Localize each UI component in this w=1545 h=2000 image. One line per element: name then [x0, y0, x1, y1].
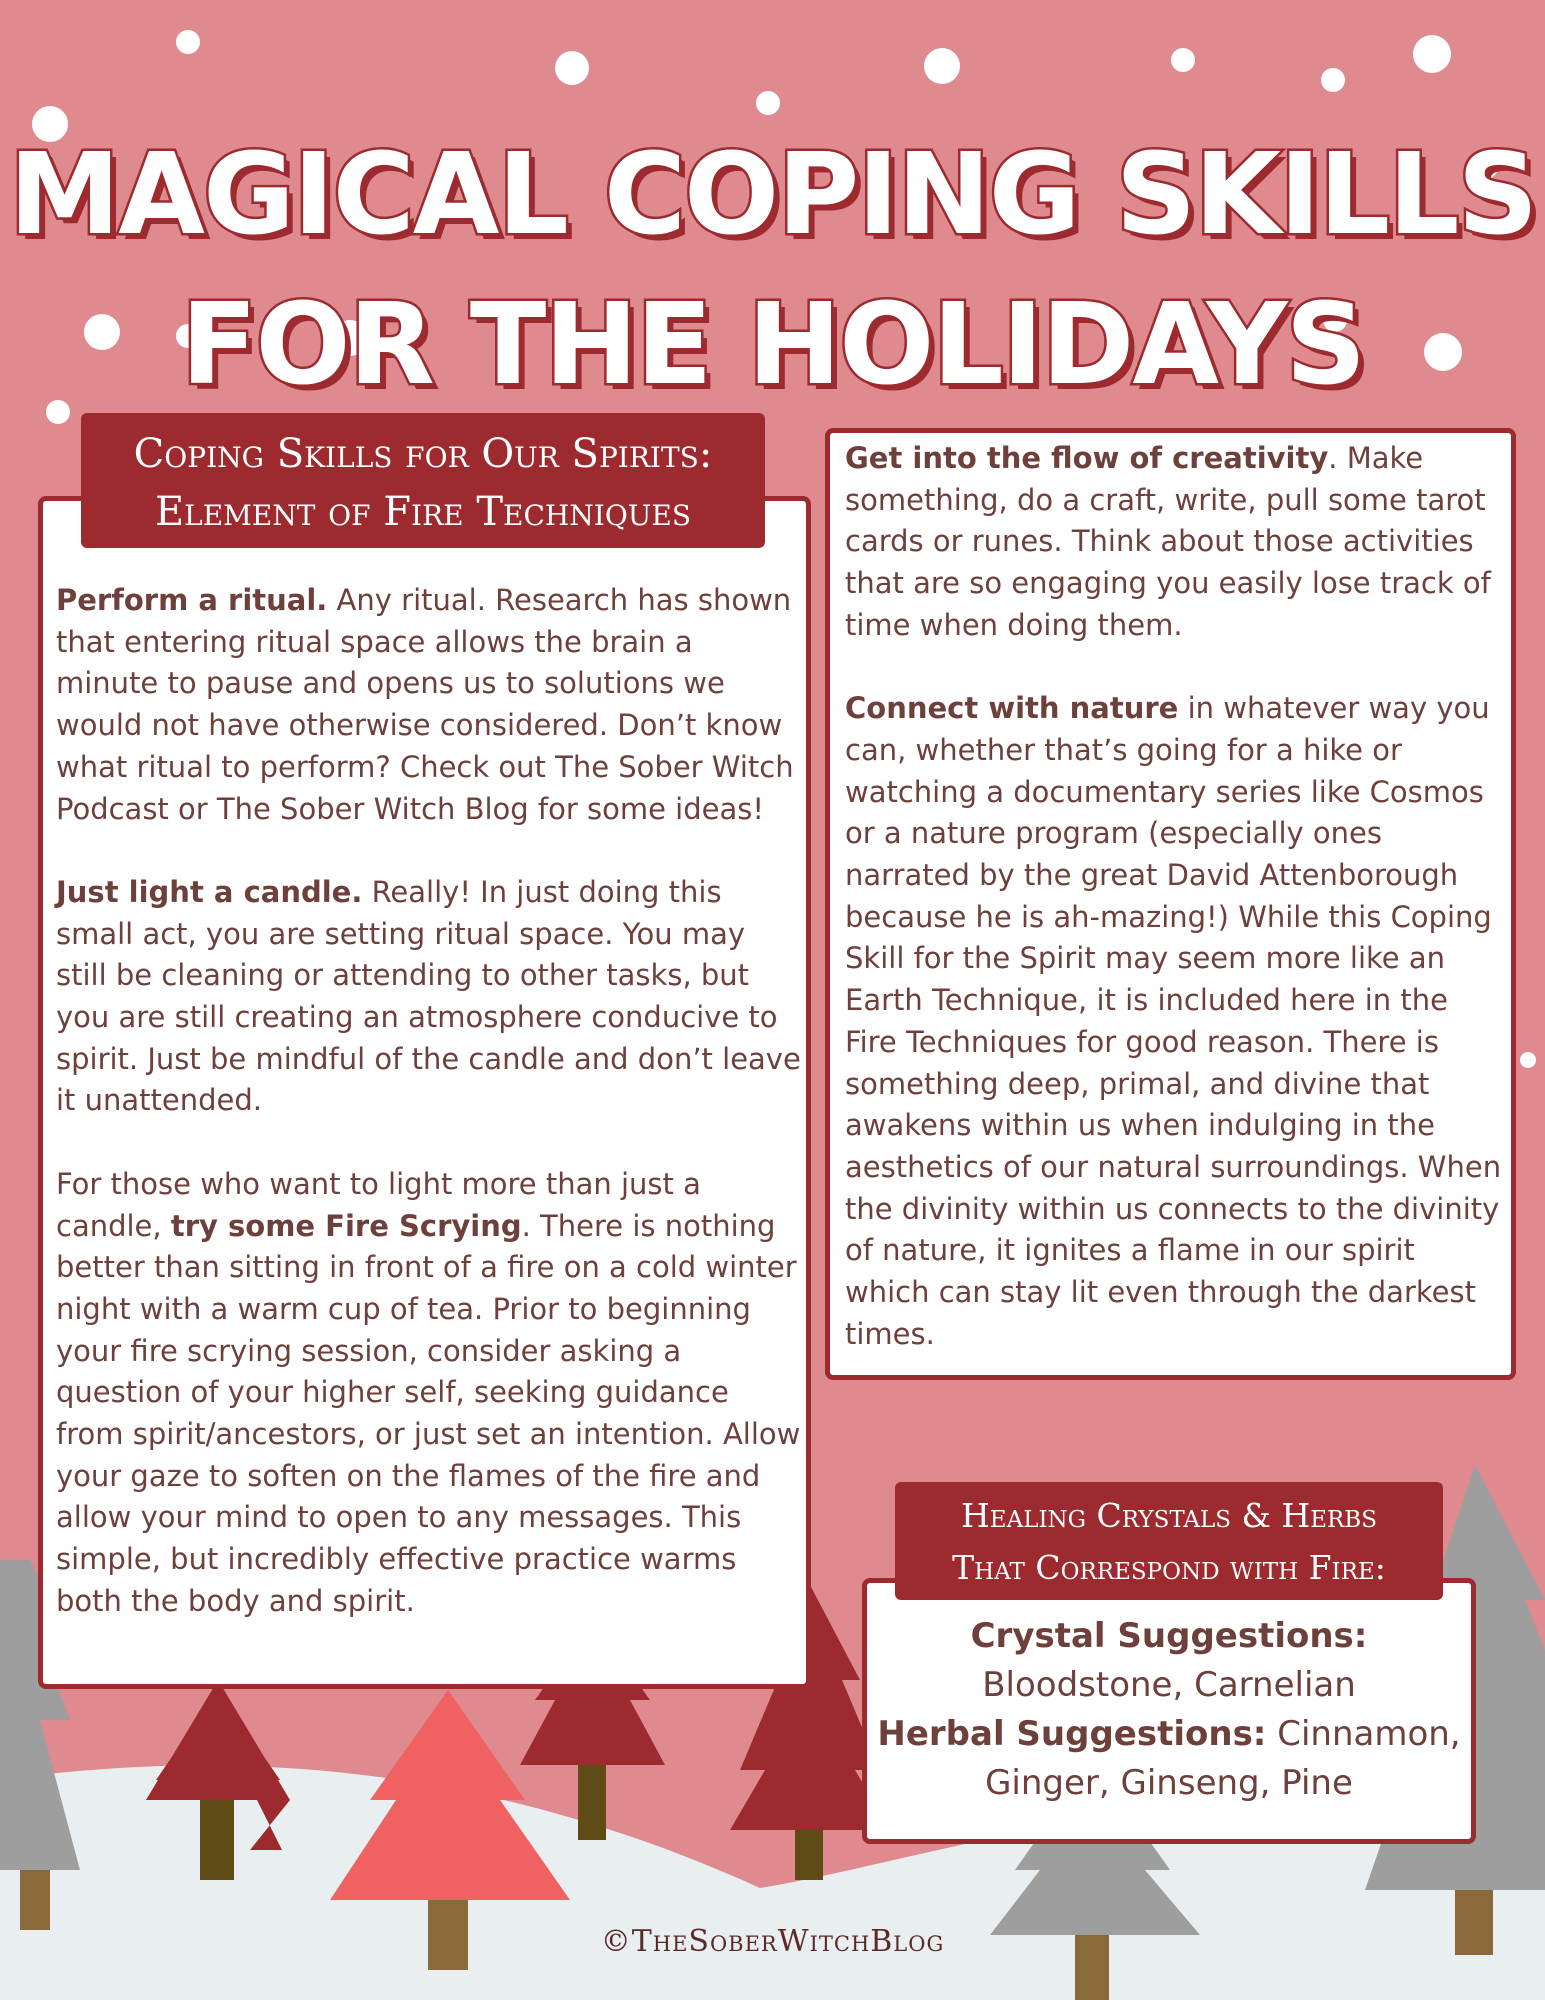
perform-ritual-bold: Perform a ritual.	[56, 583, 328, 617]
light-candle-bold: Just light a candle.	[56, 874, 363, 909]
light-candle-text: Really! In just doing this small act, you are setting ritual space. You may still be cleaning or attending to other tasks, but you are still creating an atmosphere conducive to spirit. Just be mindful of the candle and don’t leave it unattended.	[56, 874, 801, 1118]
left-banner-line-2: Element of Fire Techniques	[154, 489, 692, 535]
nature-bold: Connect with nature	[845, 691, 1179, 726]
paragraph-fire-scrying	[56, 1164, 801, 1623]
herbal-label: Herbal Suggestions:	[877, 1714, 1267, 1754]
herbal-values-2: Ginger, Ginseng, Pine	[985, 1763, 1353, 1803]
fire-scrying-bold: try some Fire Scrying	[170, 1208, 522, 1243]
footer-copyright: ©TheSoberWitchBlog	[600, 1924, 945, 1959]
paragraph-creativity	[845, 438, 1505, 647]
paragraph-light-candle	[56, 872, 801, 1122]
crystal-values: Bloodstone, Carnelian	[982, 1665, 1356, 1705]
left-card-banner	[81, 413, 765, 548]
creativity-text: . Make something, do a craft, write, pull some tarot cards or runes. Think about those activities that are so engaging you easily lose track of time when doing them.	[845, 441, 1491, 642]
crystal-banner-line-2: That Correspond with Fire:	[952, 1548, 1386, 1587]
creativity-bold: Get into the flow of creativity	[845, 441, 1329, 475]
paragraph-nature	[845, 688, 1505, 1355]
crystal-card-banner	[895, 1482, 1443, 1600]
herbal-values-1: Cinnamon,	[1266, 1714, 1461, 1754]
herbal-line	[868, 1710, 1470, 1759]
crystal-card-body	[868, 1612, 1470, 1808]
perform-ritual-text: Any ritual. Research has shown that entering ritual space allows the brain a minute to pause and opens us to solutions we would not have otherwise considered. Don’t know what ritual to perform? Check out The Sober Witch Podcast or The Sober Witch Blog for some ideas!	[56, 583, 794, 826]
left-card-body	[56, 580, 801, 1664]
paragraph-perform-ritual	[56, 580, 801, 830]
fire-scrying-pre: For those who want to light more than just a candle,	[56, 1166, 701, 1243]
crystal-banner-line-1: Healing Crystals & Herbs	[961, 1496, 1377, 1535]
title-line-2: FOR THE HOLIDAYS	[180, 280, 1365, 410]
crystal-label: Crystal Suggestions:	[970, 1616, 1368, 1656]
nature-text: in whatever way you can, whether that’s going for a hike or watching a documentary series like Cosmos or a nature program (especially ones narrated by the great David Attenborough because he is ah-mazing!) While this Coping Skill for the Spirit may seem more like an Earth Technique, it is included here in the Fire Techniques for good reason. There is something deep, primal, and divine that awakens within us when indulging in the aesthetics of our natural surroundings. When the divinity within us connects to the divinity of nature, it ignites a flame in our spirit which can stay lit even through the darkest times.	[845, 691, 1502, 1351]
right-card-body	[845, 438, 1505, 1397]
fire-scrying-text: . There is nothing better than sitting in front of a fire on a cold winter night with a warm cup of tea. Prior to beginning your fire scrying session, consider asking a question of your higher self, seeking guidance from spirit/ancestors, or just set an intention. Allow your gaze to soften on the flames of the fire and allow your mind to open to any messages. This simple, but incredibly effective practice warms both the body and spirit.	[56, 1208, 801, 1618]
left-banner-line-1: Coping Skills for Our Spirits:	[133, 431, 713, 477]
title-line-1: MAGICAL COPING SKILLS	[8, 130, 1537, 260]
